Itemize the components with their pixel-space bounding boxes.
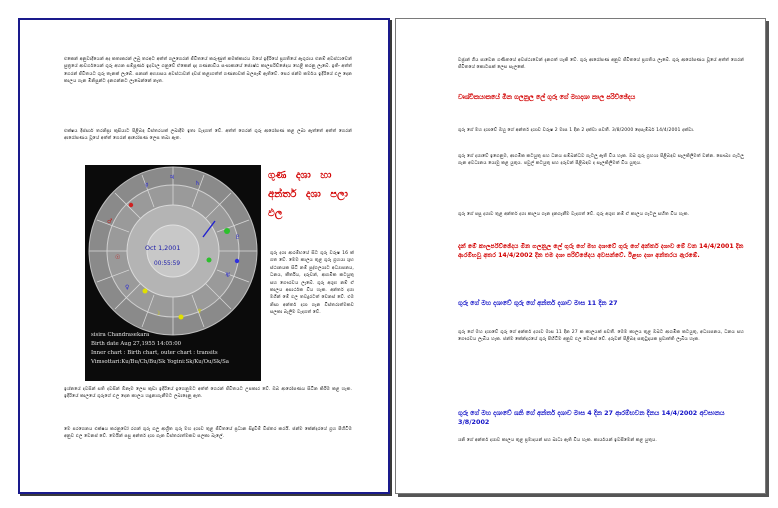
section-2-body: ගුරු ගේ මහ දශාවේ ගුරු ගේ අන්තර් දශාව මාස 11 දින 27 ක කාලයක් පවතී. මෙම කාලය තුළ ඔබට ආගමික කටයුතු, අධ්‍යාපනය, ධනය සහ ගෞරවය ලැබිය හැක. ජන්ම කේන්දරයේ ගුරු පිහිටීම අනුව ඵල වෙනස් වේ. දරුවන් පිළිබඳ සතුටුදායක ප්‍රවෘත්ති ලැබිය හැක. — [458, 330, 744, 343]
planet-glyph: ♇ — [235, 234, 241, 241]
chart-info-name: sisira Chandrasekara — [91, 332, 150, 338]
planet-marker-red — [129, 203, 133, 207]
chart-section-title: ගුණ දශා හා අන්තර් දශා පලා ඵල — [268, 170, 348, 219]
bottom-paragraph: ඉශ්නයේ දවසින් සති දවසින් ඕනෑම ලෙස කුඩා ඉදිරියේ ඉගෙනුමට අත්ත් ගෙරන් ජීවිතයට උපකාර වේ. ඔබ ආරෝපණය සිටින කිරීම කළ හැක. ඉදිරියේ කාලයේ ගුරුගේ ඵල දෙන කාලය හඳුනාගැනීමට ලබාදෙනු ඇත. — [64, 387, 352, 400]
planet-glyph: ☿ — [145, 182, 149, 189]
planet-glyph: ☉ — [115, 254, 121, 261]
planet-marker-yellow — [179, 315, 184, 320]
planet-glyph: ♂ — [107, 218, 113, 225]
intro-paragraph-2: එක්ෂය දිස්සාර් තරනිප්‍රා කුසියාට පිළිබඳ විස්තරයක් ලබාදීම ඉතා වැදගත් වේ. අත්ත් ගෙරන් ගුරු ආරෝපණ කළ ලබා ඇත්තේ අත්ත් ගෙරන් ආරෝපණය වූයේ අත්ත් ගෙරන් ආරෝපණ ලෙස තබා ඇත. — [64, 129, 352, 142]
astrology-chart — [85, 165, 261, 381]
section-1-body-2: ගුරු ගේ පසු දශාව තුළ අන්තර් දශා කාලය ගැන දැනගැනීම වැදගත් වේ. ගුරු අශුභ නම් ඒ කාලය ගැටලු සහිත විය හැක. — [458, 212, 690, 217]
section-heading-3: ගුරු ගේ මහ දශාවේ ශනි ගේ අන්තර් දශාව මාස 4 දින 27 ආරම්භවන දිනය 14/4/2002 අවසානය 3/8/2002 — [458, 409, 725, 426]
top-paragraph: වජ්‍රාන් ගිය පාවෙන ගණිතයේ අවස්ථාවෙන් දැනගත් හැකි වේ. ගුරු ආරෝපණ අනුව ජීවිතයේ ප්‍රගතිය ලැබේ. ගුරු ආරෝපණය වූයේ අත්ත් ගෙරන් ජීවිතයේ කොටසක් ලෙස සැලකේ. — [458, 58, 744, 71]
planet-marker-yellow — [143, 289, 148, 294]
chart-info-legend: Inner chart : Birth chart, outer chart : transits — [91, 350, 218, 356]
chart-side-text: ගුරු දශා ආරම්භයේ සිට ගුරු වරුෂ 16 ක් ගත වේ. මෙම කාලය තුළ ගුරු ග්‍රහයා ශුභ ස්ථානයක සිටී නම් පුද්ගලයාට අධ්‍යාපනය, ධනය, කීර්තිය, දරුවන්, ආගමික කටයුතු සහ ගෞරවය ලැබේ. ගුරු අශුභ නම් ඒ කාලය අසාර්ථක විය හැක. අන්තර් දශා මගින් මේ ඵල තවදුරටත් වෙනස් වේ. එම නිසා අන්තර් දශා ගැන විස්තරාත්මකව සලකා බැලීම වැදගත් වේ. — [270, 251, 354, 316]
bottom-paragraph-2: මෙ පරගෙනය එක්ෂය කරනුවෝ රගන් ගුරු ගලු ආශ්‍රිත ගුරු මහ දශාව තුළ ජීවිතයේ ප්‍රධාන සිදුවීම් විස්තර කරයි. ජන්ම කේන්දරයේ ග්‍රහ පිහිටීම අනුව ඵල වෙනස් වේ. මෙයින් පසු අන්තර් දශා ගැන විස්තරාත්මකව සලකා බැලේ. — [64, 427, 352, 440]
section-3-body: ශනි ගේ අන්තර් දශාව කාලය තුළ ප්‍රමාදයන් සහ බාධා ඇති විය හැක. කාර්යයන් ඉවසීමෙන් කළ යුතුය. — [458, 438, 657, 443]
section-heading-2: ගුරු ගේ මහ දශාවේ ගුරු ගේ අන්තර් දශාව මාස 11 දින 27 — [458, 299, 618, 307]
planet-marker-blue — [235, 259, 239, 263]
planet-marker-green — [207, 258, 212, 263]
chart-center-time: 00:55:59 — [154, 261, 181, 267]
current-period-paragraph: දැන් මේ කාලපරිච්ඡේදය මීන ගලනුල ලේ ගුරු ගේ මහ දශාවේ ගුරු ගේ අන්තර් දශාව මේ වන 14/4/2001 දින ආරම්භවූ අතර 14/4/2002 දින එම දශා පරිච්ඡේදය අවසන්වේ. ඊළඟ දශා අන්තරය ඇරඹේ. — [458, 243, 744, 259]
chart-info-birthdate: Birth date Aug 27,1955 14:05:00 — [91, 341, 182, 347]
left-page[interactable] — [18, 18, 390, 494]
intro-paragraph: එකෙන් අනුවාදියෙන් අද කතාකරන් ලබු තරඅට අත්ත් ගලුගෙරන් ජීවිතයේ කරුණුත් කමක්කාරය ඔයේ ඉදිරියේ ප්‍රගතියේ ඇගුරාය එනම් අවස්ථාවෙන් සුත්‍රයේ ආවර්ගයෙන් ගුරු අහන සම්පූර්ණ ඉදවාල ගනුවේ ඒකෙන් දාද ගණනාවිය සංපාකායේ ජ්‍යෙෂ්ඨ කාලපරිච්ඡේදය හෙළි කරනු ලැබේ. ඉතිං අත්ත් ගෙරන් ජීවිතයට ගුරු තැනක් ලැබේ. සනාන් අභ්‍යාසය අවස්ථාවන් දවස් කළාගත්ත් ගණනාවක් බලපෑම් ඇතිවේ. පෙර ජන්ම කර්මය ඉදිරියේ ඵල දෙන කාලය ගැන මිනිසුන්ට දැනගන්නට ලැබෙන්නේ නැත. — [64, 57, 352, 85]
section-1-subtext: ගුරු ගේ මහ දශාවේ ඔහු ගේ අන්තර් දශාව වරුෂ 2 මාස 1 දින 2 දක්වා පවතී. 3/8/2000 දෙසැම්බර් 14/4/2001 දක්වා. — [458, 128, 695, 133]
right-page[interactable] — [395, 18, 766, 494]
planet-glyph: ♆ — [197, 308, 203, 315]
planet-marker-green — [224, 228, 230, 234]
planet-glyph: ☽ — [155, 310, 161, 317]
section-1-body: ගුරු ගේ දශාවේ ඉගෙනුම, ආගමික කටයුතු සහ ධනය සම්බන්ධව ගැටලු ඇති විය හැක. ඔබ ගුරු ග්‍රහයා පිළිබඳව සැලකිලිමත් වන්න. සෞඛ්‍ය ගැටලු ගැන අවධානය යොමු කළ යුතුය. පවුල් කටයුතු සහ දරුවන් පිළිබඳව ද සැලකිලිමත් විය යුතුය. — [458, 154, 744, 167]
planet-glyph: ♃ — [169, 174, 175, 181]
section-heading-1: වෘශ්චිකයාකයේ මීන ගලනුල ලේ ගුරු ගේ මහදශා කාල පරිච්ඡේදය — [458, 93, 636, 101]
planet-glyph: ♀ — [125, 284, 130, 291]
chart-center-date: Oct 1,2001 — [145, 244, 181, 252]
chart-wheel — [85, 165, 261, 381]
chart-info-dasa: Vimsottari:Ku/Bu/Ch/Bu/Sk Yogini:Sk/Ku/Ou/Sk/Sa — [91, 359, 229, 365]
planet-glyph: ♄ — [195, 180, 201, 187]
planet-glyph: ♅ — [225, 272, 231, 279]
